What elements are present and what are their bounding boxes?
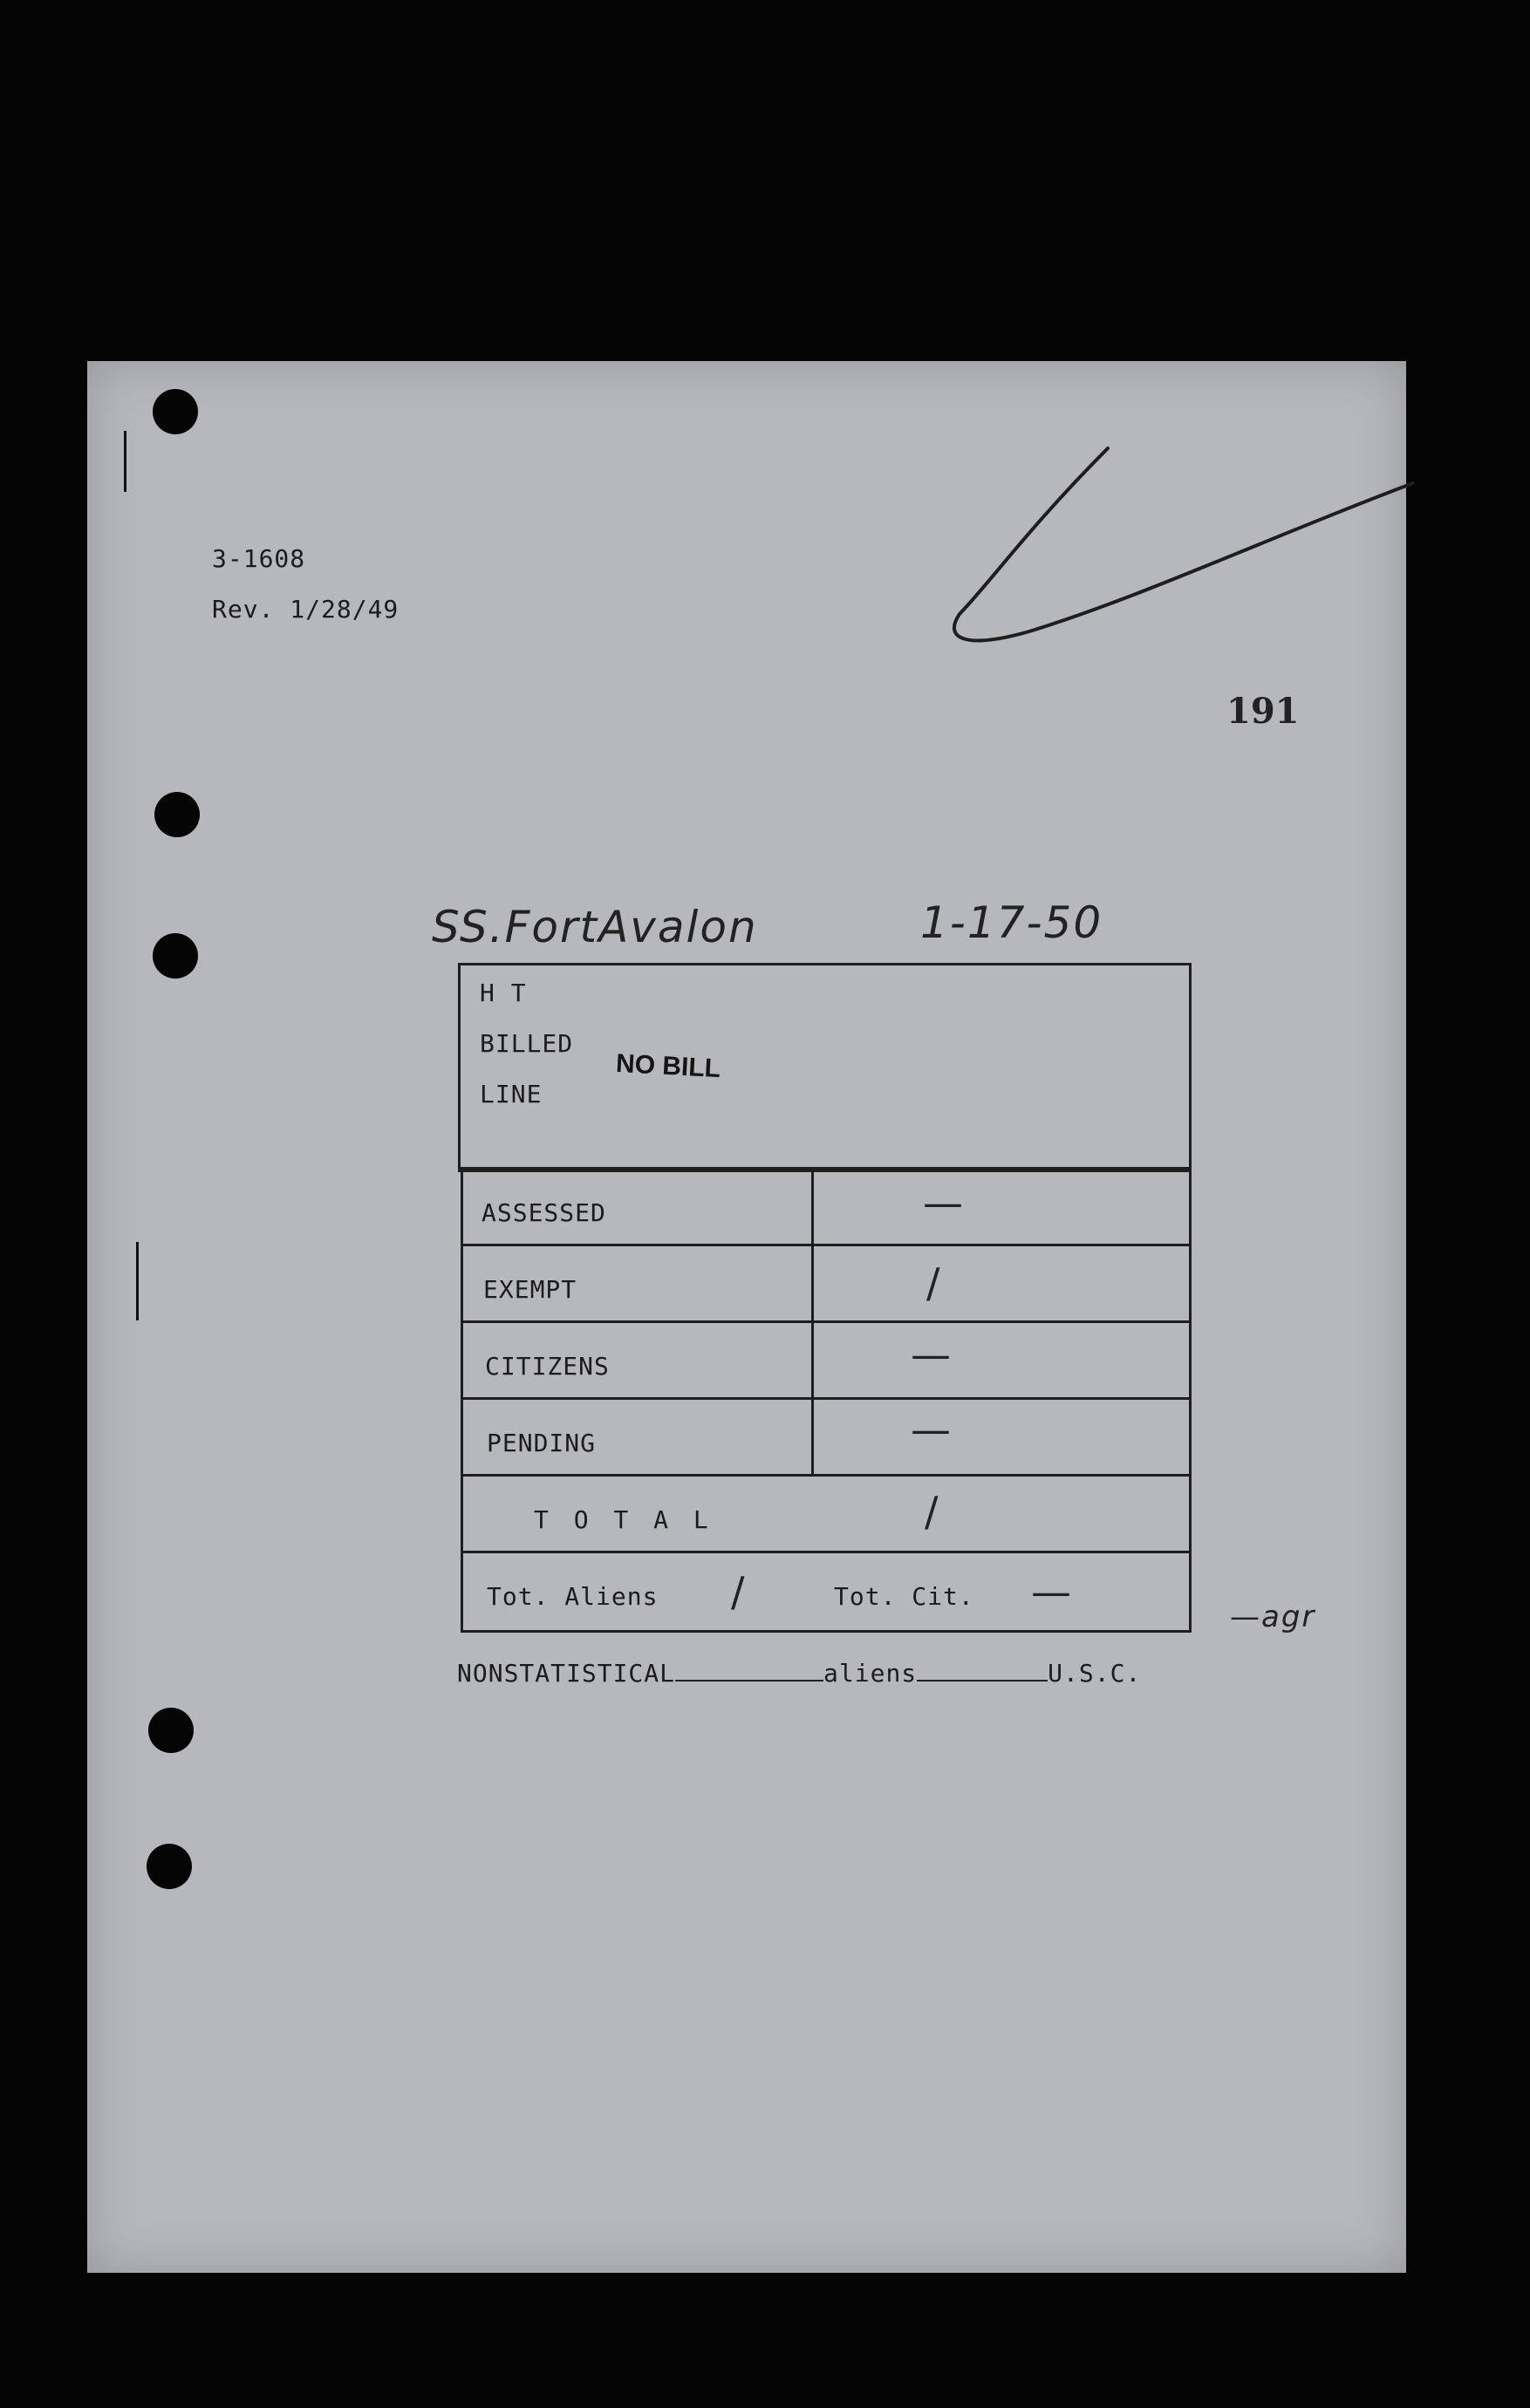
- punch-hole: [153, 933, 198, 979]
- nonstat-usc-blank: [917, 1657, 1048, 1682]
- reviewer-initials: —agr: [1230, 1600, 1316, 1634]
- table-column-divider: [811, 1167, 814, 1477]
- row-value-citizens: —: [911, 1331, 951, 1378]
- header-line-line: LINE: [480, 1080, 543, 1108]
- tot-aliens-value: /: [731, 1568, 745, 1615]
- tot-cit-value: —: [1031, 1568, 1071, 1615]
- row-value-assessed: —: [923, 1179, 963, 1226]
- table-row-divider: [461, 1320, 1189, 1323]
- table-row-divider: [461, 1397, 1189, 1400]
- check-mark-icon: [855, 431, 1431, 658]
- row-label-assessed: ASSESSED: [482, 1198, 606, 1227]
- aliens-label: aliens: [823, 1659, 918, 1688]
- row-label-citizens: CITIZENS: [485, 1352, 610, 1381]
- row-value-exempt: /: [926, 1259, 940, 1306]
- row-label-exempt: EXEMPT: [483, 1275, 577, 1304]
- header-box: [458, 963, 1192, 1172]
- punch-hole: [148, 1708, 194, 1753]
- nonstat-aliens-blank: [675, 1657, 823, 1682]
- counts-table: [461, 1167, 1192, 1633]
- nonstatistical-line: [457, 1657, 1141, 1688]
- document-page: [87, 361, 1406, 2273]
- table-row-divider: [461, 1244, 1189, 1246]
- vessel-name: SS.FortAvalon: [432, 902, 758, 952]
- edge-mark: [124, 431, 126, 492]
- tot-aliens-label: Tot. Aliens: [487, 1582, 659, 1611]
- no-bill-stamp: NO BILL: [615, 1048, 721, 1084]
- tot-cit-label: Tot. Cit.: [834, 1582, 974, 1611]
- header-line-billed: BILLED: [480, 1029, 574, 1058]
- table-row-divider: [461, 1551, 1189, 1553]
- total-label: T O T A L: [534, 1505, 714, 1534]
- header-line-ht: H T: [480, 979, 527, 1007]
- page-number: 191: [1226, 691, 1300, 732]
- usc-label: U.S.C.: [1048, 1659, 1142, 1688]
- edge-mark: [136, 1242, 139, 1320]
- total-value: /: [925, 1488, 939, 1535]
- row-label-pending: PENDING: [487, 1429, 597, 1457]
- form-revision: Rev. 1/28/49: [212, 595, 400, 624]
- table-row-divider: [461, 1474, 1189, 1477]
- vessel-date: 1-17-50: [920, 897, 1103, 948]
- nonstatistical-label: NONSTATISTICAL: [457, 1659, 676, 1688]
- form-number: 3-1608: [212, 544, 306, 573]
- row-value-pending: —: [911, 1406, 951, 1453]
- punch-hole: [147, 1844, 192, 1889]
- punch-hole: [153, 389, 198, 434]
- punch-hole: [154, 792, 200, 837]
